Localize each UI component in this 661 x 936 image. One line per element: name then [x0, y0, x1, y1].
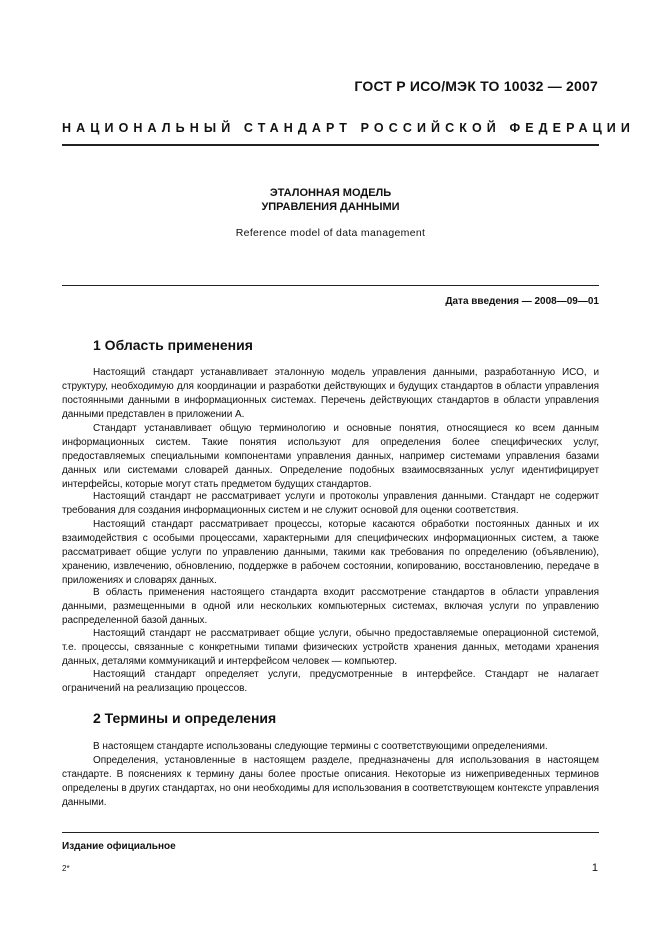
page-number: 1 — [591, 862, 598, 874]
document-title — [62, 186, 599, 214]
national-standard-banner: НАЦИОНАЛЬНЫЙ СТАНДАРТ РОССИЙСКОЙ ФЕДЕРАЦИИ — [62, 121, 635, 135]
title-line-1: ЭТАЛОННАЯ МОДЕЛЬ — [269, 187, 392, 199]
footer-divider — [62, 832, 599, 833]
section-1-paragraph: Настоящий стандарт рассматривает процессы, которые касаются обработки постоянных данных и их взаимодействия с особыми процессами, характерными для специфических информационных систем, а также рассматривает общие услуги по управлению данными, такими как требования по определению (объявлению), хранению, извлечению, обновлению, поддержке в рабочем состоянии, копированию, восстановлению, передаче в приложениях и словарях данных. — [62, 519, 599, 587]
official-edition-label: Издание официальное — [62, 841, 176, 852]
section-2-heading: 2 Термины и определения — [93, 710, 277, 726]
title-line-2: УПРАВЛЕНИЯ ДАННЫМИ — [261, 201, 400, 213]
header-divider — [62, 144, 599, 146]
section-2-paragraph: Определения, установленные в настоящем разделе, предназначены для использования в настоящем стандарте. В пояснениях к термину даны более простые описания. Некоторые из нижеприведенных терминов определены в других стандартах, но они необходимы для использования в соответствующем контексте управления данными. — [62, 755, 599, 809]
section-1-paragraph: Настоящий стандарт не рассматривает услуги и протоколы управления данными. Стандарт не содержит требования для создания информационных систем и не служит основой для оценки соответствия. — [62, 491, 599, 517]
section-1-paragraph: Настоящий стандарт не рассматривает общие услуги, обычно предоставляемые операционной системой, т.е. процессы, связанные с конкретными типами физических устройств хранения данных, методами хранения данных, деталями коммуникаций и интерфейсом человек — компьютер. — [62, 628, 599, 668]
section-1-heading: 1 Область применения — [93, 337, 253, 353]
title-divider — [62, 285, 599, 286]
section-1-paragraph: Стандарт устанавливает общую терминологию и основные понятия, относящиеся ко всем данным информационных систем. Такие понятия используют для определения более специфических услуг, предоставляемых специальными компонентами управления данных, например системами управления базами данных или системами словарей данных. Определение подобных взаимосвязанных услуг идентифицирует интерфейсы, которые могут стать предметом будущих стандартов. — [62, 423, 599, 491]
introduction-date: Дата введения — 2008—09—01 — [445, 296, 599, 307]
section-1-paragraph: В область применения настоящего стандарта входит рассмотрение стандартов в области управления данными, размещенными в одной или нескольких компьютерных системах, включая услуги по управлению распределенной базой данных. — [62, 587, 599, 627]
section-1-paragraph: Настоящий стандарт устанавливает эталонную модель управления данными, разработанную ИСО, и структуру, необходимую для координации и разработки действующих и будущих стандартов в области управления постоянными данными в информационных системах. Перечень действующих стандартов в области управления данными представлен в приложении А. — [62, 367, 599, 421]
standard-number: ГОСТ Р ИСО/МЭК ТО 10032 — 2007 — [354, 78, 598, 94]
section-2-paragraph: В настоящем стандарте использованы следующие термины с соответствующими определениями. — [93, 741, 548, 752]
section-1-paragraph: Настоящий стандарт определяет услуги, предусмотренные в интерфейсе. Стандарт не налагает ограничений на реализацию процессов. — [62, 669, 599, 695]
english-title: Reference model of data management — [235, 227, 426, 239]
signature-mark: 2* — [62, 864, 70, 873]
